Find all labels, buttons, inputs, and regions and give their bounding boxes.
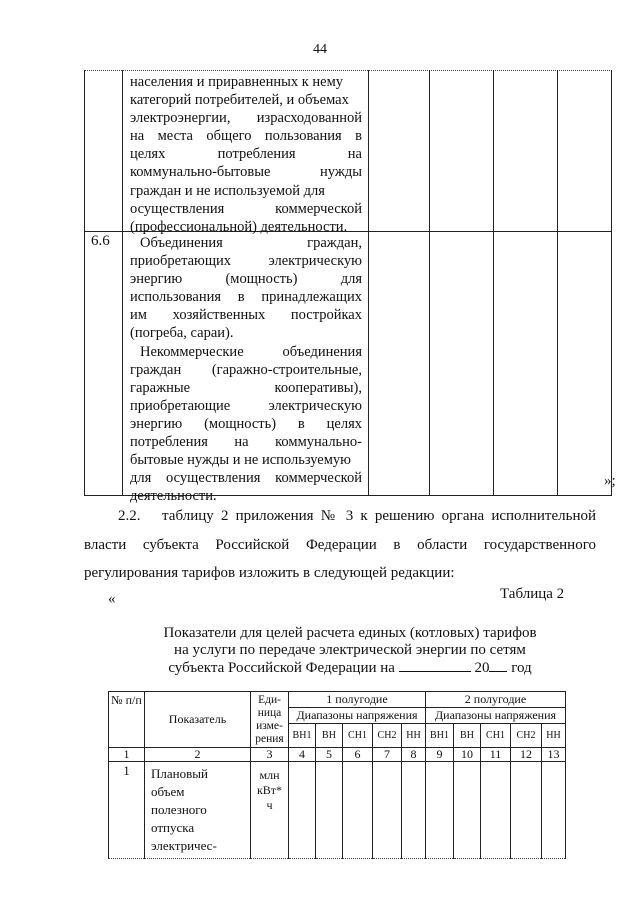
voltage-cell: НН — [542, 724, 566, 748]
indicator-line: полезного — [151, 802, 207, 817]
header-half-1: 1 полугодие — [289, 692, 426, 708]
index-cell: 3 — [251, 748, 289, 762]
table-top-border — [84, 70, 612, 71]
closing-quote: »; — [604, 473, 616, 489]
caption-text: год — [511, 660, 532, 676]
index-cell: 13 — [542, 748, 566, 762]
text-line: потребления на коммунально- — [130, 434, 362, 451]
table-label: Таблица 2 — [500, 586, 565, 602]
header-indicator: Показатель — [145, 692, 251, 748]
caption-line — [150, 659, 550, 677]
caption-text: 20 — [474, 660, 490, 676]
value-cell[interactable] — [426, 762, 454, 859]
indicator-line: объем — [151, 784, 185, 799]
text-line: использования в принадлежащих — [130, 289, 362, 306]
indicator-line: отпуска — [151, 820, 195, 835]
value-cell[interactable] — [289, 762, 316, 859]
index-cell: 10 — [454, 748, 481, 762]
header-half-2: 2 полугодие — [426, 692, 566, 708]
header-unit: Еди-ница изме-рения — [251, 692, 289, 748]
text-line: (профессиональной) деятельности. — [130, 218, 348, 235]
index-cell: 11 — [481, 748, 511, 762]
text-line: бытовые нужды и не используемую — [130, 452, 351, 469]
text-line: категорий потребителей, и объемах — [130, 92, 349, 109]
blank-field — [489, 659, 507, 672]
text-line: электроэнергии, израсходованной — [130, 110, 362, 127]
text-line: коммунально-бытовые нужды — [130, 164, 362, 181]
text-line: граждан (гаражно-строительные, — [130, 361, 362, 378]
value-cell[interactable] — [511, 762, 542, 859]
voltage-cell: СН1 — [343, 724, 373, 748]
value-cell[interactable] — [373, 762, 402, 859]
row-indicator — [145, 762, 251, 859]
paragraph-line-3: регулирования тарифов изложить в следующей редакции: — [84, 565, 455, 581]
unit-line: кВт* — [256, 783, 283, 797]
text-line: приобретающие электрическую — [130, 397, 362, 414]
voltage-cell: СН2 — [373, 724, 402, 748]
value-cell[interactable] — [316, 762, 343, 859]
text-line: (погреба, сараи). — [130, 325, 234, 342]
col-border — [611, 70, 612, 496]
index-cell: 7 — [373, 748, 402, 762]
paragraph-line-1: 2.2. таблицу 2 приложения № 3 к решению органа исполнительной — [118, 508, 596, 524]
table-caption — [150, 625, 550, 677]
text-line: целях потребления на — [130, 146, 362, 163]
voltage-cell: ВН — [454, 724, 481, 748]
col-border — [429, 70, 430, 496]
voltage-cell: ВН — [316, 724, 343, 748]
caption-line: на услуги по передаче электрической энергии по сетям — [174, 642, 526, 658]
unit-line: млн — [259, 768, 280, 782]
value-cell[interactable] — [402, 762, 426, 859]
text-line: осуществления коммерческой — [130, 200, 362, 217]
row-num: 1 — [109, 762, 145, 859]
indicator-line: Плановый — [151, 766, 208, 781]
col-border — [493, 70, 494, 496]
text-line: деятельности. — [130, 488, 217, 505]
header-voltage-2: Диапазоны напряжения — [426, 708, 566, 724]
value-cell[interactable] — [481, 762, 511, 859]
row-a-text — [130, 73, 362, 236]
indicator-line: электричес- — [151, 838, 217, 853]
text-line: Объединения граждан, — [140, 235, 362, 251]
index-cell: 2 — [145, 748, 251, 762]
text-line: приобретающих электрическую — [130, 253, 362, 270]
row-b-text — [130, 234, 362, 505]
value-cell[interactable] — [343, 762, 373, 859]
blank-field — [399, 659, 471, 672]
value-cell[interactable] — [542, 762, 566, 859]
header-voltage-1: Диапазоны напряжения — [289, 708, 426, 724]
text-line: для осуществления коммерческой — [130, 470, 362, 487]
index-cell: 9 — [426, 748, 454, 762]
voltage-cell: СН1 — [481, 724, 511, 748]
col-border — [122, 70, 123, 496]
opening-quote: « — [108, 591, 116, 607]
text-line: на места общего пользования в — [130, 128, 362, 145]
row-number: 6.6 — [91, 233, 110, 249]
col-border — [84, 70, 85, 496]
row-unit — [251, 762, 289, 859]
voltage-cell: ВН1 — [426, 724, 454, 748]
unit-line: ч — [266, 798, 273, 812]
index-cell: 1 — [109, 748, 145, 762]
caption-text: субъекта Российской Федерации на — [168, 660, 395, 676]
voltage-cell: ВН1 — [289, 724, 316, 748]
top-table — [84, 70, 612, 505]
caption-line: Показатели для целей расчета единых (котловых) тарифов — [163, 625, 537, 641]
text-line: энергию (мощность) в целях — [130, 415, 362, 432]
text-line: им хозяйственных постройках — [130, 307, 362, 324]
index-cell: 12 — [511, 748, 542, 762]
text-line: граждан и не используемой для — [130, 182, 325, 199]
voltage-cell: НН — [402, 724, 426, 748]
index-cell: 8 — [402, 748, 426, 762]
tariff-table — [108, 691, 566, 859]
index-cell: 6 — [343, 748, 373, 762]
page-number: 44 — [313, 42, 327, 57]
index-cell: 4 — [289, 748, 316, 762]
header-num: № п/п — [109, 692, 145, 748]
text-line: Некоммерческие объединения — [140, 343, 362, 360]
text-line: населения и приравненных к нему — [130, 74, 344, 90]
text-line: энергию (мощность) для — [130, 271, 362, 288]
value-cell[interactable] — [454, 762, 481, 859]
text-line: гаражные кооперативы), — [130, 379, 362, 396]
voltage-cell: СН2 — [511, 724, 542, 748]
col-border — [368, 70, 369, 496]
paragraph-line-2: власти субъекта Российской Федерации в области государственного — [84, 537, 596, 553]
index-cell: 5 — [316, 748, 343, 762]
col-border — [557, 70, 558, 496]
